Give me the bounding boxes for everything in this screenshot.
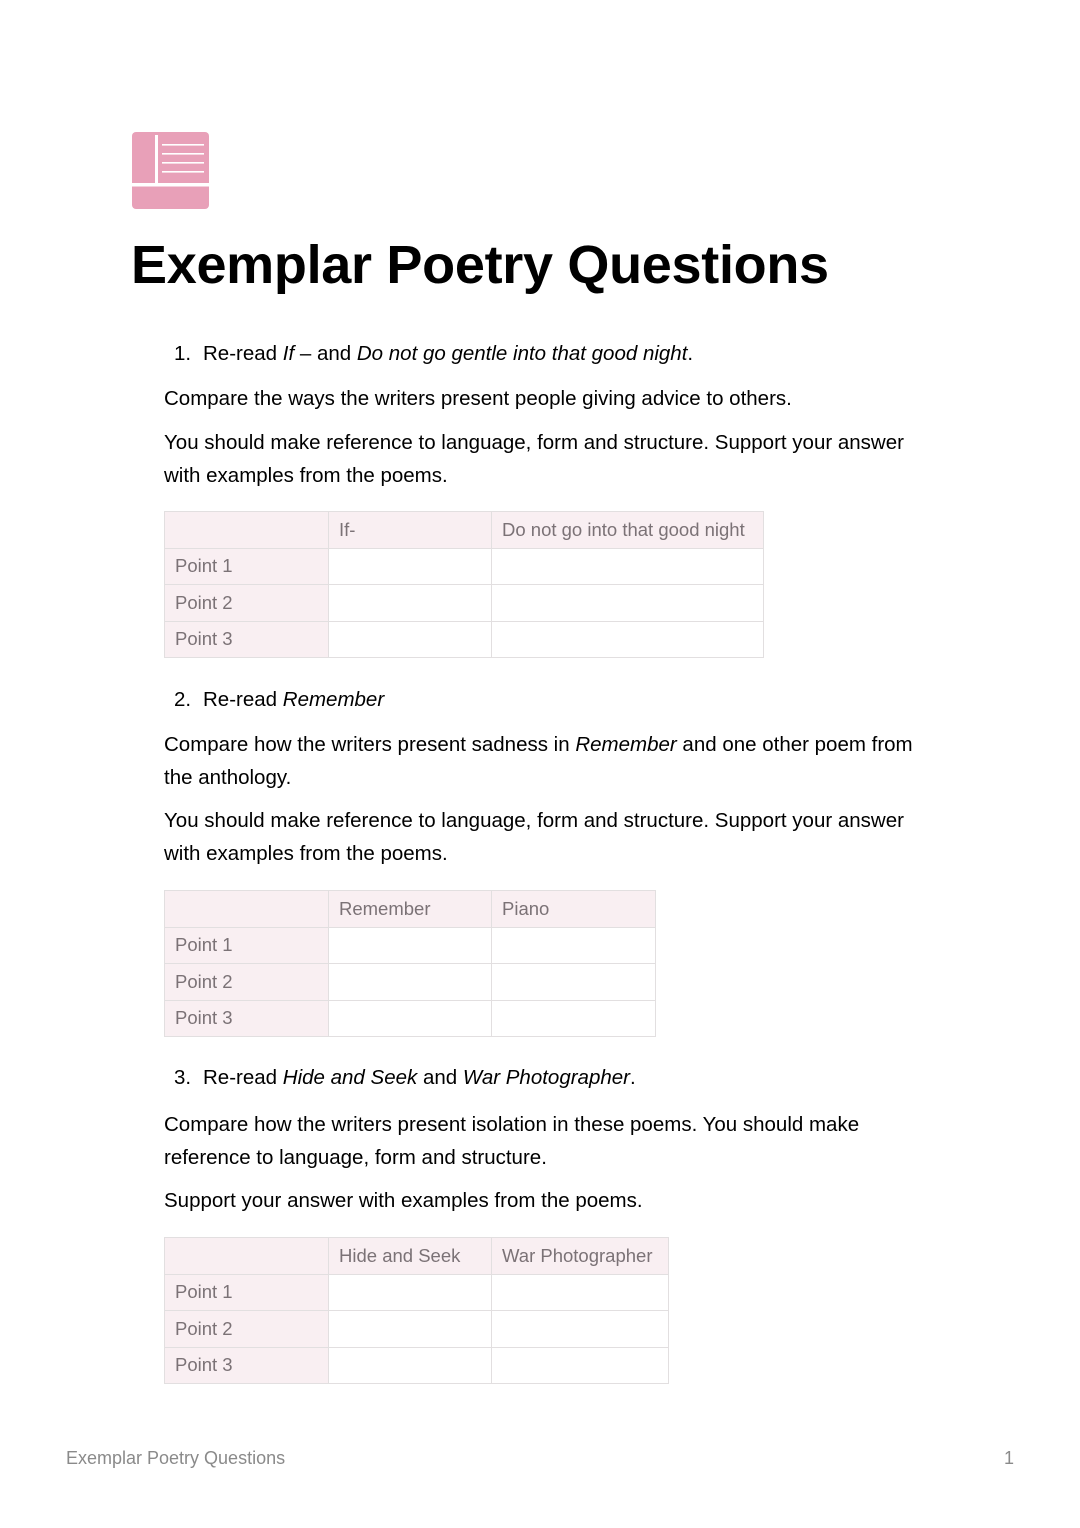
answer-cell[interactable]: [492, 927, 656, 964]
table-row: [165, 585, 764, 622]
table-header-cell: If-: [329, 512, 492, 549]
question-2-instructions: You should make reference to language, form and structure. Support your answer with examples from the poems.: [164, 809, 904, 865]
question-number: 1.: [174, 342, 192, 365]
table-row: [165, 548, 764, 585]
question-3-instructions: Support your answer with examples from the poems.: [164, 1189, 643, 1212]
row-label: Point 1: [165, 1274, 329, 1311]
row-label: Point 3: [165, 1000, 329, 1037]
footer-page-number: 1: [1003, 1448, 1014, 1468]
question-2-heading: 2. Re-read Remember: [174, 686, 384, 714]
answer-cell[interactable]: [329, 585, 492, 622]
table-header-cell: Remember: [329, 891, 492, 928]
footer-document-title: Exemplar Poetry Questions: [66, 1448, 286, 1468]
table-header-row: [165, 891, 656, 928]
table-header-row: [165, 1238, 669, 1275]
table-header-cell: [165, 1238, 329, 1275]
poem-title: War Photographer: [462, 1066, 630, 1089]
question-3-prompt: Compare how the writers present isolation in these poems. You should make reference to language, form and structure.: [164, 1113, 860, 1169]
question-2-prompt: Compare how the writers present sadness in Remember and one other poem from the anthology.: [164, 733, 913, 789]
answer-cell[interactable]: [329, 1311, 492, 1348]
page-title: Exemplar Poetry Questions: [131, 235, 829, 295]
question-1-heading: 1. Re-read If – and Do not go gentle into that good night.: [174, 340, 693, 368]
table-header-cell: [165, 891, 329, 928]
answer-cell[interactable]: [492, 548, 764, 585]
answer-cell[interactable]: [492, 1274, 669, 1311]
answer-cell[interactable]: [329, 621, 492, 658]
row-label: Point 1: [165, 927, 329, 964]
table-header-cell: Hide and Seek: [329, 1238, 492, 1275]
table-header-cell: Do not go into that good night: [492, 512, 764, 549]
table-row: [165, 1000, 656, 1037]
poem-title: Remember: [575, 733, 677, 756]
row-label: Point 2: [165, 964, 329, 1001]
notebook-icon: [132, 132, 209, 209]
answer-cell[interactable]: [492, 964, 656, 1001]
poem-title: Remember: [282, 688, 385, 711]
question-3-heading: 3. Re-read Hide and Seek and War Photographer.: [174, 1064, 636, 1092]
comparison-table-2: [164, 890, 656, 1037]
question-number: 3.: [174, 1066, 192, 1089]
table-header-cell: War Photographer: [492, 1238, 669, 1275]
poem-title: If: [282, 342, 295, 365]
row-label: Point 2: [165, 585, 329, 622]
row-label: Point 3: [165, 1347, 329, 1384]
answer-cell[interactable]: [329, 1000, 492, 1037]
table-row: [165, 964, 656, 1001]
table-header-row: [165, 512, 764, 549]
answer-cell[interactable]: [329, 927, 492, 964]
poem-title: Do not go gentle into that good night: [356, 342, 688, 365]
answer-cell[interactable]: [492, 1347, 669, 1384]
table-row: [165, 621, 764, 658]
answer-cell[interactable]: [329, 1274, 492, 1311]
table-row: [165, 1311, 669, 1348]
poem-title: Hide and Seek: [282, 1066, 418, 1089]
table-header-cell: [165, 512, 329, 549]
row-label: Point 2: [165, 1311, 329, 1348]
answer-cell[interactable]: [492, 1000, 656, 1037]
table-row: [165, 1347, 669, 1384]
question-1-prompt: Compare the ways the writers present people giving advice to others.: [164, 387, 792, 410]
comparison-table-3: [164, 1237, 669, 1384]
row-label: Point 1: [165, 548, 329, 585]
answer-cell[interactable]: [492, 1311, 669, 1348]
comparison-table-1: [164, 511, 764, 658]
question-1-instructions: You should make reference to language, form and structure. Support your answer with examples from the poems.: [164, 431, 904, 487]
answer-cell[interactable]: [492, 585, 764, 622]
row-label: Point 3: [165, 621, 329, 658]
table-row: [165, 927, 656, 964]
answer-cell[interactable]: [329, 964, 492, 1001]
answer-cell[interactable]: [492, 621, 764, 658]
answer-cell[interactable]: [329, 1347, 492, 1384]
question-number: 2.: [174, 688, 192, 711]
table-header-cell: Piano: [492, 891, 656, 928]
answer-cell[interactable]: [329, 548, 492, 585]
table-row: [165, 1274, 669, 1311]
